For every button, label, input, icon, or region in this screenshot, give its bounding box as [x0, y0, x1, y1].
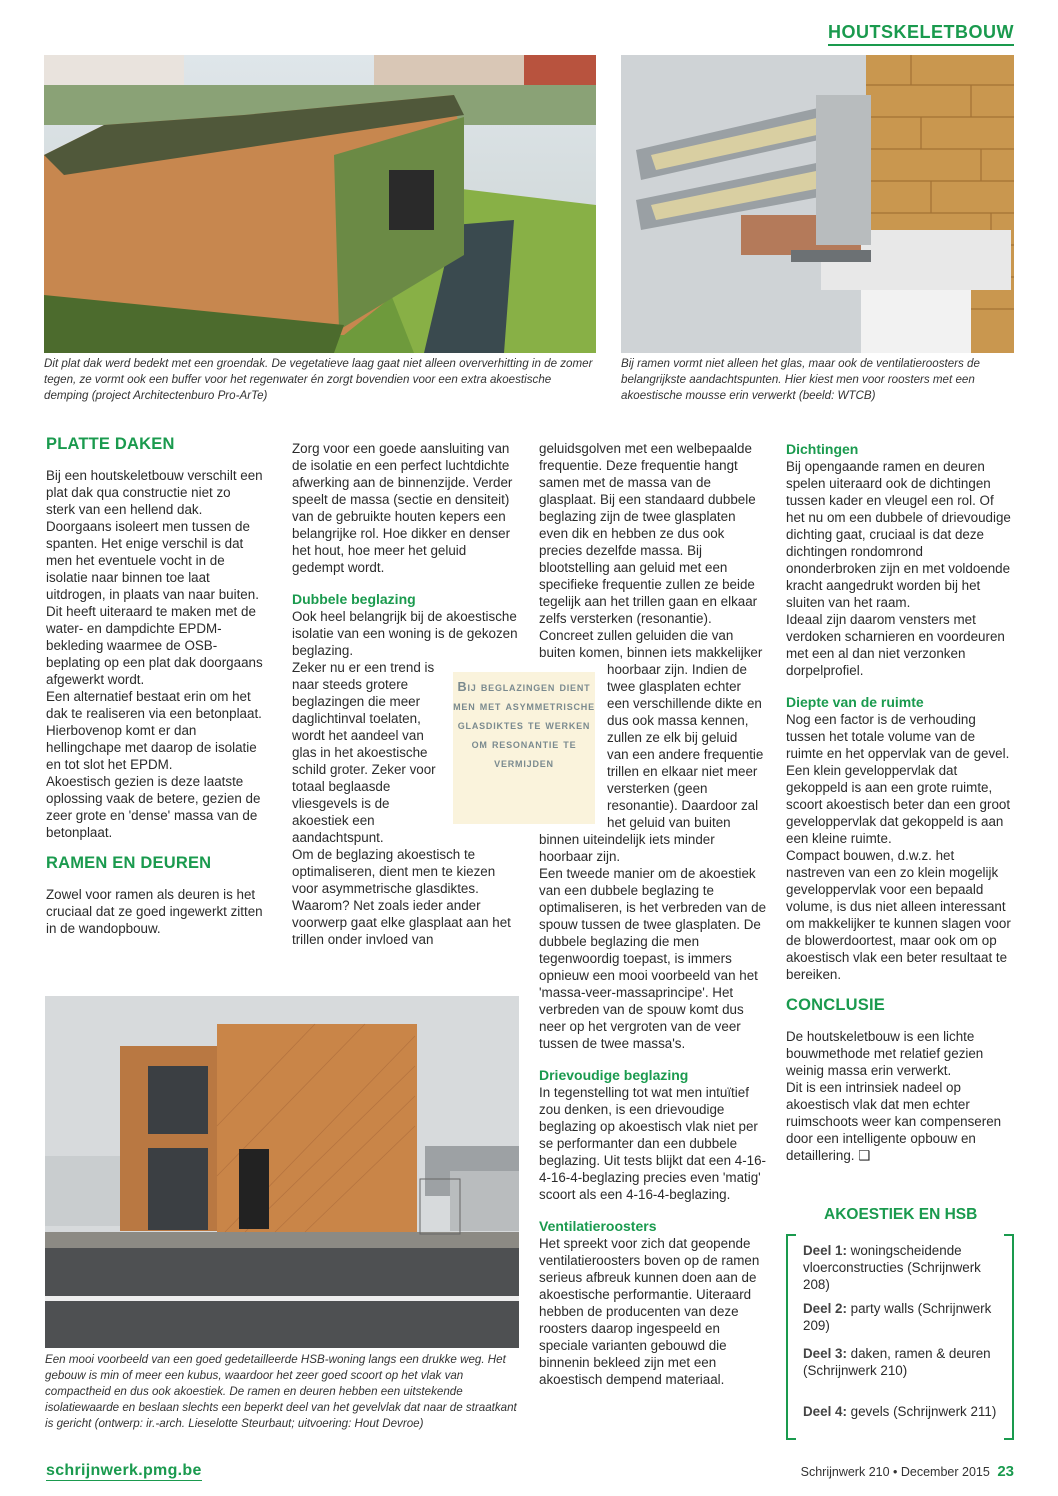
paragraph: Nog een factor is de verhouding tussen het totale volume van de ruimte en het oppervlak van de gevel. [786, 712, 1010, 761]
text-line: versterken (geen [607, 781, 708, 796]
series-part-4 [803, 1403, 1003, 1420]
paragraph: Concreet zullen geluiden die van buiten komen, binnen iets makkelijker [539, 628, 763, 660]
paragraph: Dit heeft uiteraard te maken met de water- en dampdichte EPDM-bekleding waarmee de OSB-beplating op een plat dak doorgaans afgewerkt wordt. [46, 604, 263, 687]
text-line: resonantie). Daardoor zal [607, 798, 759, 813]
text-line: twee glasplaten echter [607, 679, 741, 694]
text-line: een verschillende dikte en [607, 696, 762, 711]
text-line: glas in het akoestische [292, 745, 428, 760]
heading-drievoudige-beglazing: Drievoudige beglazing [539, 1067, 689, 1083]
text-line: naar steeds grotere [292, 677, 409, 692]
paragraph-wrapped [539, 661, 767, 831]
part-text: gevels (Schrijnwerk 211) [850, 1404, 997, 1419]
paragraph: Zorg voor een goede aansluiting van de isolatie en een perfect luchtdichte afwerking aan de binnenzijde. Verder speelt de massa (sectie en densiteit) van de gebruikte houten kepers een belangrijke rol. Hoe dikker en denser het hout, hoe meer het geluid gedempt wordt. [292, 441, 513, 575]
part-label: Deel 4: [803, 1404, 847, 1419]
window-frame-photo [621, 55, 1014, 353]
part-text: woningscheidende vloerconstructies (Schrijnwerk 208) [803, 1243, 981, 1292]
heading-conclusie: CONCLUSIE [786, 996, 885, 1014]
text-line: Zeker nu er een trend is [292, 660, 435, 675]
series-part-2 [803, 1300, 1003, 1334]
paragraph: Zowel voor ramen als deuren is het cruciaal dat ze goed ingewerkt zitten in de wandopbouw. [46, 887, 263, 936]
pull-quote: Bij beglazingen dient men met asymmetrische glasdiktes te werken om resonantie te vermijden [453, 672, 595, 824]
paragraph: Doorgaans isoleert men tussen de spanten. Het enige verschil is dat men het eventuele vocht in de isolatie naar binnen toe laat uitdrogen, in plaats van naar buiten. [46, 519, 259, 602]
section-tag: HOUTSKELETBOUW [828, 22, 1014, 46]
paragraph: Het spreekt voor zich dat geopende ventilatieroosters boven op de ramen serieus afbreuk kunnen doen aan de akoestische performantie. Uiteraard hebben de producenten van deze roosters daarop ingespeeld en speciale varianten gebouwd die binnenin bekleed zijn met een akoestisch dempend materiaal. [539, 1236, 760, 1387]
green-roof-image [44, 55, 596, 353]
heading-dubbele-beglazing: Dubbele beglazing [292, 591, 416, 607]
hsb-house-image [45, 996, 519, 1348]
text-line: dus ook massa kennen, [607, 713, 749, 728]
bracket-right [1004, 1234, 1014, 1440]
text-line: schild groter. Zeker voor [292, 762, 436, 777]
green-roof-caption: Dit plat dak werd bedekt met een groendak. De vegetatieve laag gaat niet alleen oververhitting in de zomer tegen, ze vormt ook een buffer voor het regenwater én zorgt bovendien voor een extra akoestische demping (project Architectenburo Pro-ArTe) [44, 357, 593, 402]
hsb-house-caption: Een mooi voorbeeld van een goed gedetailleerde HSB-woning langs een drukke weg. Het gebouw is min of meer een kubus, waardoor het zeer goed scoort op het vlak van compactheid en dus ook akoestiek. De ramen en deuren hebben een uitstekende isolatiewaarde en beslaan slechts een beperkt deel van het gevelvlak dat naar de straatkant is gericht (ontwerp: ir.-arch. Lieselotte Steurbaut; uitvoering: Hout Devroe) [45, 1353, 517, 1430]
paragraph: In tegenstelling tot wat men intuïtief zou denken, is een drievoudige beglazing op akoestisch vlak niet per se performanter dan een dubbele beglazing. Uit tests blijkt dat een 4-16-4-16-4-beglazing precies even 'matig' scoort als een 4-16-4-beglazing. [539, 1085, 767, 1202]
end-mark-icon: ❑ [858, 1148, 871, 1163]
paragraph: Bij een houtskeletbouw verschilt een plat dak qua constructie niet zo sterk van een hellend dak. [46, 468, 263, 517]
page-number: 23 [997, 1463, 1014, 1480]
heading-ventilatieroosters: Ventilatieroosters [539, 1218, 657, 1234]
text-line: totaal beglaasde [292, 779, 391, 794]
part-text: daken, ramen & deuren (Schrijnwerk 210) [803, 1346, 991, 1378]
paragraph: Een alternatief bestaat erin om het dak te realiseren via een betonplaat. Hierbovenop komt er dan hellingchape met daarop de isolatie en tot slot het EPDM. [46, 689, 262, 772]
text-line: vliesgevels is de [292, 796, 390, 811]
paragraph-text: Dit is een intrinsiek nadeel op akoestisch vlak dat men echter ruimschoots weer kan compenseren door een intelligente opbouw en detaillering. [786, 1080, 1002, 1163]
paragraph: Ook heel belangrijk bij de akoestische isolatie van een woning is de gekozen beglazing. [292, 609, 518, 658]
text-line: wordt het aandeel van [292, 728, 424, 743]
column-3 [539, 440, 767, 1388]
text-line: daglichtinval toelaten, [292, 711, 421, 726]
paragraph: Een tweede manier om de akoestiek van een dubbele beglazing te optimaliseren, is het verbreden van de spouw tussen de twee glasplaten. De dubbele beglazing die men tegenwoordig toepast, is immers opnieuw een mooi voorbeeld van het 'massa-veer-massaprincipe'. Het verbreden van de spouw komt dus neer op het vergroten van de veer tussen de twee massa's. [539, 866, 767, 1051]
paragraph: binnen uiteindelijk iets minder hoorbaar zijn. [539, 832, 715, 864]
issue-label: Schrijnwerk 210 • December 2015 [800, 1465, 990, 1479]
website-link[interactable]: schrijnwerk.pmg.be [46, 1462, 202, 1479]
paragraph: geluidsgolven met een welbepaalde frequentie. Deze frequentie hangt samen met de massa van de glasplaat. Bij een standaard dubbele beglazing zijn de twee glasplaten even dik en hebben ze dus ook precies dezelfde massa. Bij blootstelling aan geluid met een specifieke frequentie zullen ze beide tegelijk aan het trillen gaan en elkaar zelfs versterken (resonantie). [539, 441, 758, 626]
text-line: beglazingen die meer [292, 694, 421, 709]
hsb-house-photo [45, 996, 519, 1348]
text-line: trillen en elkaar niet meer [607, 764, 758, 779]
column-1 [46, 436, 263, 937]
part-label: Deel 1: [803, 1243, 847, 1258]
text-line: akoestiek een [292, 813, 375, 828]
text-line: aandachtspunt. [292, 830, 384, 845]
heading-dichtingen: Dichtingen [786, 441, 859, 457]
series-part-3 [803, 1345, 1003, 1379]
window-frame-caption: Bij ramen vormt niet alleen het glas, maar ook de ventilatieroosters de belangrijkste aandachtspunten. Hier kiest men voor roosters met een akoestische mousse erin verwerkt (beeld: WTCB) [621, 357, 980, 402]
heading-diepte-van-de-ruimte: Diepte van de ruimte [786, 694, 924, 710]
series-sidebar [786, 1234, 1014, 1440]
bracket-left [786, 1234, 796, 1440]
heading-platte-daken: PLATTE DAKEN [46, 435, 175, 453]
paragraph: Een klein geveloppervlak dat gekoppeld is aan een grote ruimte, scoort akoestisch beter dan een groot geveloppervlak dat gekoppeld is aan een kleine ruimte. [786, 763, 1011, 846]
paragraph: Bij opengaande ramen en deuren spelen uiteraard ook de dichtingen tussen kader en vleugel een rol. Of het nu om een dubbele of drievoudige dichting gaat, cruciaal is dat deze dichtingen rondomrond ononderbroken zijn en met voldoende kracht aangedrukt worden bij het sluiten van het raam. [786, 459, 1011, 610]
paragraph: De houtskeletbouw is een lichte bouwmethode met relatief gezien weinig massa erin verwerkt. [786, 1029, 984, 1078]
window-frame-image [621, 55, 1014, 353]
paragraph [786, 1079, 1014, 1164]
column-4 [786, 440, 1014, 1164]
sidebar-title: AKOESTIEK EN HSB [824, 1206, 978, 1223]
part-label: Deel 2: [803, 1301, 847, 1316]
paragraph: Akoestisch gezien is deze laatste oplossing vaak de betere, gezien de zeer grote en 'dense' massa van de betonplaat. [46, 774, 261, 840]
paragraph: Om de beglazing akoestisch te optimaliseren, dient men te kiezen voor asymmetrische glasdiktes. Waarom? Net zoals ieder ander voorwerp gaat elke glasplaat aan het trillen onder invloed van [292, 847, 511, 947]
heading-ramen-en-deuren: RAMEN EN DEUREN [46, 854, 212, 872]
text-line: zullen ze elk bij geluid [607, 730, 738, 745]
paragraph: Compact bouwen, d.w.z. het nastreven van een zo klein mogelijk geveloppervlak voor een bepaald volume, is dus niet alleen interessant om makkelijker te kunnen slagen voor de blowerdoortest, maar ook om op akoestisch vlak een beter resultaat te bereiken. [786, 848, 1011, 982]
text-line: het geluid van buiten [607, 815, 731, 830]
paragraph: Ideaal zijn daarom vensters met verdoken scharnieren en voordeuren met een al dan niet verzonken dorpelprofiel. [786, 612, 1005, 678]
part-label: Deel 3: [803, 1346, 847, 1361]
text-line: hoorbaar zijn. Indien de [607, 662, 747, 677]
series-part-1 [803, 1242, 1003, 1293]
green-roof-photo [44, 55, 596, 353]
issue-info [801, 1463, 1014, 1480]
part-text: party walls (Schrijnwerk 209) [803, 1301, 992, 1333]
text-line: van een andere frequentie [607, 747, 764, 762]
